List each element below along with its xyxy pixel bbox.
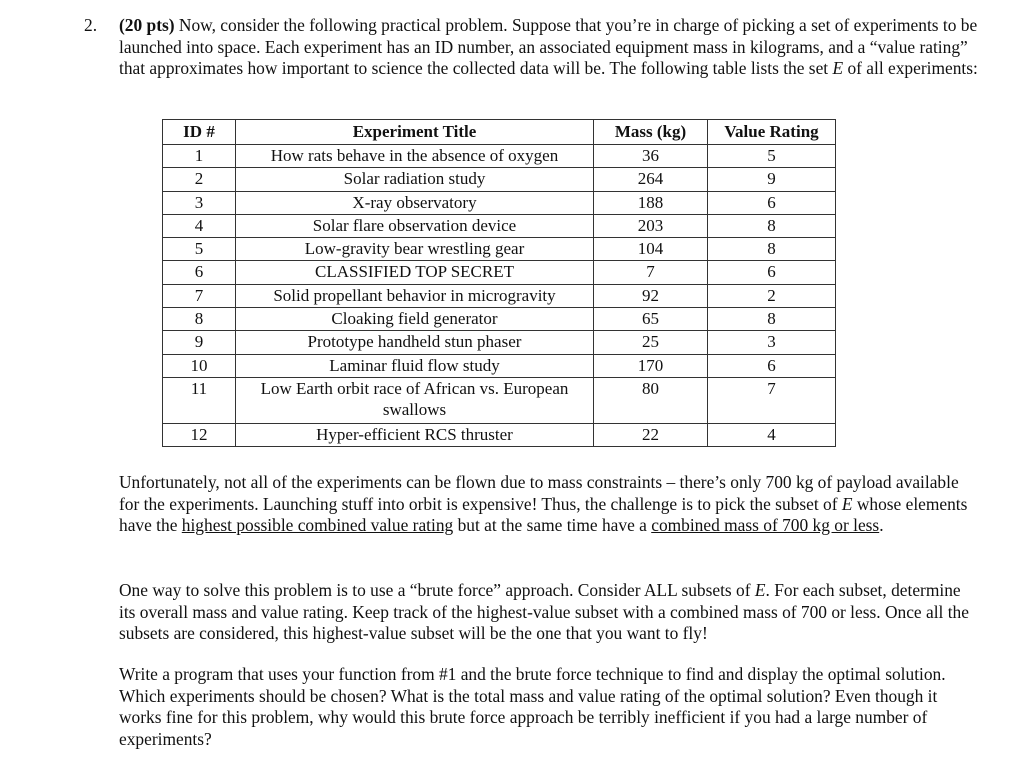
cell-title: Low Earth orbit race of African vs. European swallows bbox=[236, 377, 594, 423]
header-mass: Mass (kg) bbox=[594, 120, 708, 145]
p2-text-a: One way to solve this problem is to use a “brute force” approach. Consider ALL subsets of bbox=[119, 580, 755, 600]
cell-mass: 104 bbox=[594, 238, 708, 261]
cell-mass: 188 bbox=[594, 191, 708, 214]
header-id: ID # bbox=[163, 120, 236, 145]
table-row bbox=[163, 238, 836, 261]
cell-title: Solar flare observation device bbox=[236, 214, 594, 237]
cell-title: X-ray observatory bbox=[236, 191, 594, 214]
cell-mass: 170 bbox=[594, 354, 708, 377]
table-row bbox=[163, 145, 836, 168]
cell-id: 10 bbox=[163, 354, 236, 377]
cell-id: 8 bbox=[163, 308, 236, 331]
table-row bbox=[163, 308, 836, 331]
cell-id: 1 bbox=[163, 145, 236, 168]
table-row bbox=[163, 168, 836, 191]
table-header-row bbox=[163, 120, 836, 145]
set-symbol: E bbox=[754, 580, 766, 600]
cell-title: How rats behave in the absence of oxygen bbox=[236, 145, 594, 168]
cell-value: 4 bbox=[708, 423, 836, 446]
cell-title: Low-gravity bear wrestling gear bbox=[236, 238, 594, 261]
p1-text-b: whose elements have the bbox=[119, 493, 968, 535]
p1-underline-mass: combined mass of 700 kg or less bbox=[651, 515, 880, 535]
cell-mass: 65 bbox=[594, 308, 708, 331]
cell-value: 2 bbox=[708, 284, 836, 307]
cell-value: 7 bbox=[708, 377, 836, 423]
cell-mass: 264 bbox=[594, 168, 708, 191]
cell-id: 7 bbox=[163, 284, 236, 307]
table-row bbox=[163, 261, 836, 284]
constraint-paragraph bbox=[119, 472, 979, 537]
p1-text-c: but at the same time have a bbox=[453, 515, 652, 535]
cell-mass: 92 bbox=[594, 284, 708, 307]
cell-mass: 80 bbox=[594, 377, 708, 423]
p1-text-d: . bbox=[879, 515, 884, 535]
task-paragraph: Write a program that uses your function from #1 and the brute force technique to find and display the optimal solution. Which experiments should be chosen? What is the total mass and value rating of the optimal solution? Even though it works fine for this problem, why would this brute force approach be terribly inefficient if you had a large number of experiments? bbox=[119, 664, 946, 749]
cell-title: Cloaking field generator bbox=[236, 308, 594, 331]
table-row bbox=[163, 284, 836, 307]
cell-mass: 203 bbox=[594, 214, 708, 237]
intro-text-a: Now, consider the following practical problem. Suppose that you’re in charge of picking a set of experiments to be launched into space. Each experiment has an ID number, an associated equipment mass in kilograms, and a “value rating” that approximates how important to science the collected data will be. The following table lists the set bbox=[119, 15, 978, 78]
cell-id: 9 bbox=[163, 331, 236, 354]
cell-title: Solar radiation study bbox=[236, 168, 594, 191]
p1-text-a: Unfortunately, not all of the experiments can be flown due to mass constraints – there’s only 700 kg of payload available for the experiments. Launching stuff into orbit is expensive! Thus, the challenge is to pick the subset of bbox=[119, 472, 959, 514]
cell-value: 8 bbox=[708, 238, 836, 261]
cell-id: 5 bbox=[163, 238, 236, 261]
p2-text-b: . For each subset, determine its overall mass and value rating. Keep track of the highest-value subset with a combined mass of 700 or less. Once all the subsets are considered, this highest-value subset will be the one that you want to fly! bbox=[119, 580, 969, 643]
cell-title: CLASSIFIED TOP SECRET bbox=[236, 261, 594, 284]
header-title: Experiment Title bbox=[236, 120, 594, 145]
cell-title: Laminar fluid flow study bbox=[236, 354, 594, 377]
cell-id: 6 bbox=[163, 261, 236, 284]
cell-title: Hyper-efficient RCS thruster bbox=[236, 423, 594, 446]
cell-value: 6 bbox=[708, 191, 836, 214]
cell-value: 9 bbox=[708, 168, 836, 191]
intro-text-b: of all experiments: bbox=[843, 58, 978, 78]
problem-number: 2. bbox=[84, 15, 98, 35]
cell-value: 8 bbox=[708, 308, 836, 331]
cell-id: 11 bbox=[163, 377, 236, 423]
points-label: (20 pts) bbox=[119, 15, 175, 35]
table-row bbox=[163, 191, 836, 214]
set-symbol: E bbox=[832, 58, 844, 78]
set-symbol: E bbox=[841, 493, 853, 514]
cell-value: 6 bbox=[708, 261, 836, 284]
table-row bbox=[163, 214, 836, 237]
cell-title: Prototype handheld stun phaser bbox=[236, 331, 594, 354]
cell-id: 12 bbox=[163, 423, 236, 446]
cell-value: 3 bbox=[708, 331, 836, 354]
table-row bbox=[163, 354, 836, 377]
cell-mass: 7 bbox=[594, 261, 708, 284]
cell-id: 4 bbox=[163, 214, 236, 237]
cell-value: 8 bbox=[708, 214, 836, 237]
cell-id: 2 bbox=[163, 168, 236, 191]
cell-value: 5 bbox=[708, 145, 836, 168]
table-row bbox=[163, 377, 836, 423]
cell-title: Solid propellant behavior in microgravity bbox=[236, 284, 594, 307]
experiments-table bbox=[162, 119, 836, 447]
brute-force-paragraph bbox=[119, 580, 979, 645]
cell-id: 3 bbox=[163, 191, 236, 214]
table-row bbox=[163, 331, 836, 354]
header-value: Value Rating bbox=[708, 120, 836, 145]
table-row bbox=[163, 423, 836, 446]
p1-underline-value: highest possible combined value rating bbox=[181, 515, 454, 535]
cell-value: 6 bbox=[708, 354, 836, 377]
cell-mass: 36 bbox=[594, 145, 708, 168]
cell-mass: 22 bbox=[594, 423, 708, 446]
cell-mass: 25 bbox=[594, 331, 708, 354]
intro-paragraph bbox=[119, 15, 979, 80]
